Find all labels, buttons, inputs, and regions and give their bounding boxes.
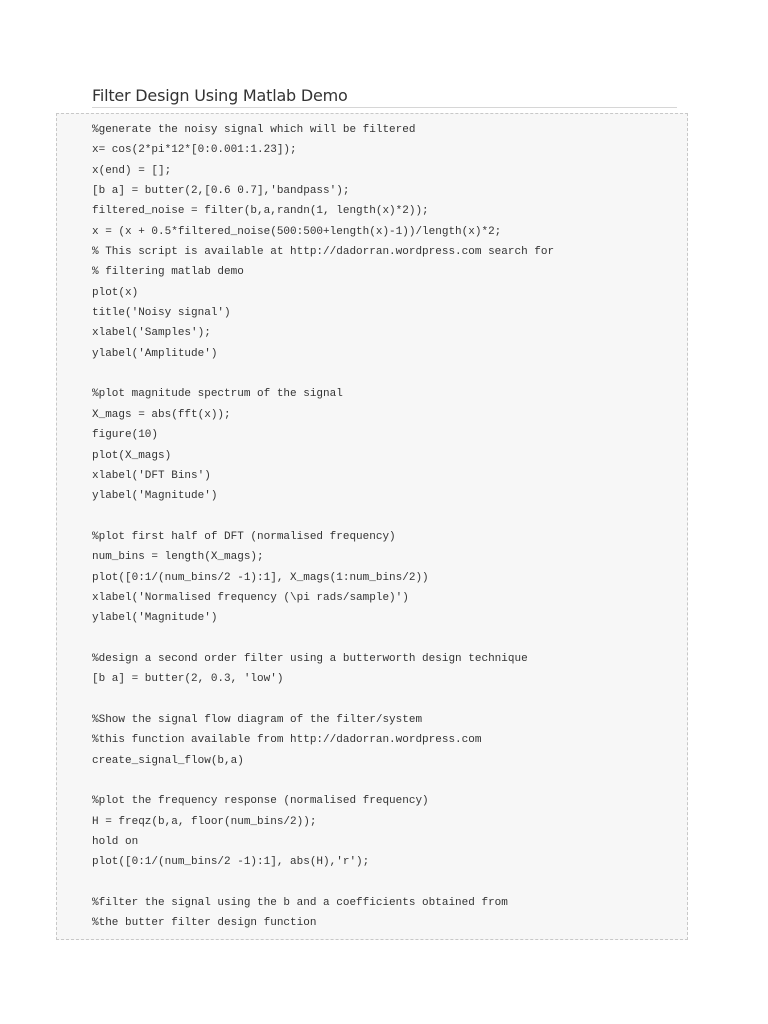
code-line: % filtering matlab demo (92, 266, 244, 279)
page-title: Filter Design Using Matlab Demo (92, 86, 348, 105)
code-line: num_bins = length(X_mags); (92, 551, 264, 564)
code-line (92, 364, 554, 384)
code-line: %filter the signal using the b and a coefficients obtained from (92, 897, 508, 910)
code-line: plot([0:1/(num_bins/2 -1):1], X_mags(1:num_bins/2)) (92, 571, 429, 584)
title-divider (92, 107, 677, 108)
code-line (92, 690, 554, 710)
code-line: ylabel('Magnitude') (92, 490, 218, 503)
code-line (92, 771, 554, 791)
code-line: title('Noisy signal') (92, 307, 231, 320)
code-line: x= cos(2*pi*12*[0:0.001:1.23]); (92, 144, 297, 157)
code-line: H = freqz(b,a, floor(num_bins/2)); (92, 815, 317, 828)
code-line: ylabel('Amplitude') (92, 347, 218, 360)
code-line: hold on (92, 836, 139, 849)
code-line: xlabel('Samples'); (92, 327, 211, 340)
code-line: [b a] = butter(2, 0.3, 'low') (92, 673, 284, 686)
code-line: %generate the noisy signal which will be filtered (92, 124, 416, 136)
code-line: %design a second order filter using a butterworth design technique (92, 652, 528, 665)
code-line: [b a] = butter(2,[0.6 0.7],'bandpass'); (92, 185, 350, 198)
code-line: filtered_noise = filter(b,a,randn(1, length(x)*2)); (92, 205, 429, 218)
code-line: ylabel('Magnitude') (92, 612, 218, 625)
code-lines (92, 120, 554, 934)
code-line: create_signal_flow(b,a) (92, 754, 244, 767)
code-line: %plot first half of DFT (normalised frequency) (92, 530, 396, 543)
code-line (92, 629, 554, 649)
code-line: %this function available from http://dadorran.wordpress.com (92, 734, 482, 747)
code-line: % This script is available at http://dadorran.wordpress.com search for (92, 246, 555, 259)
code-line: plot(x) (92, 286, 139, 299)
code-line: x(end) = []; (92, 164, 172, 177)
code-line (92, 873, 554, 893)
code-line: figure(10) (92, 429, 159, 442)
code-line: %plot magnitude spectrum of the signal (92, 388, 343, 401)
code-line: %the butter filter design function (92, 917, 317, 930)
code-line: %Show the signal flow diagram of the filter/system (92, 713, 423, 726)
code-line: x = (x + 0.5*filtered_noise(500:500+length(x)-1))/length(x)*2; (92, 225, 502, 238)
code-line: %plot the frequency response (normalised frequency) (92, 795, 429, 808)
code-line (92, 507, 554, 527)
code-line: xlabel('Normalised frequency (\pi rads/sample)') (92, 591, 409, 604)
code-line: xlabel('DFT Bins') (92, 469, 211, 482)
code-line: plot([0:1/(num_bins/2 -1):1], abs(H),'r'); (92, 856, 370, 869)
code-line: plot(X_mags) (92, 449, 172, 462)
code-line: X_mags = abs(fft(x)); (92, 408, 231, 421)
